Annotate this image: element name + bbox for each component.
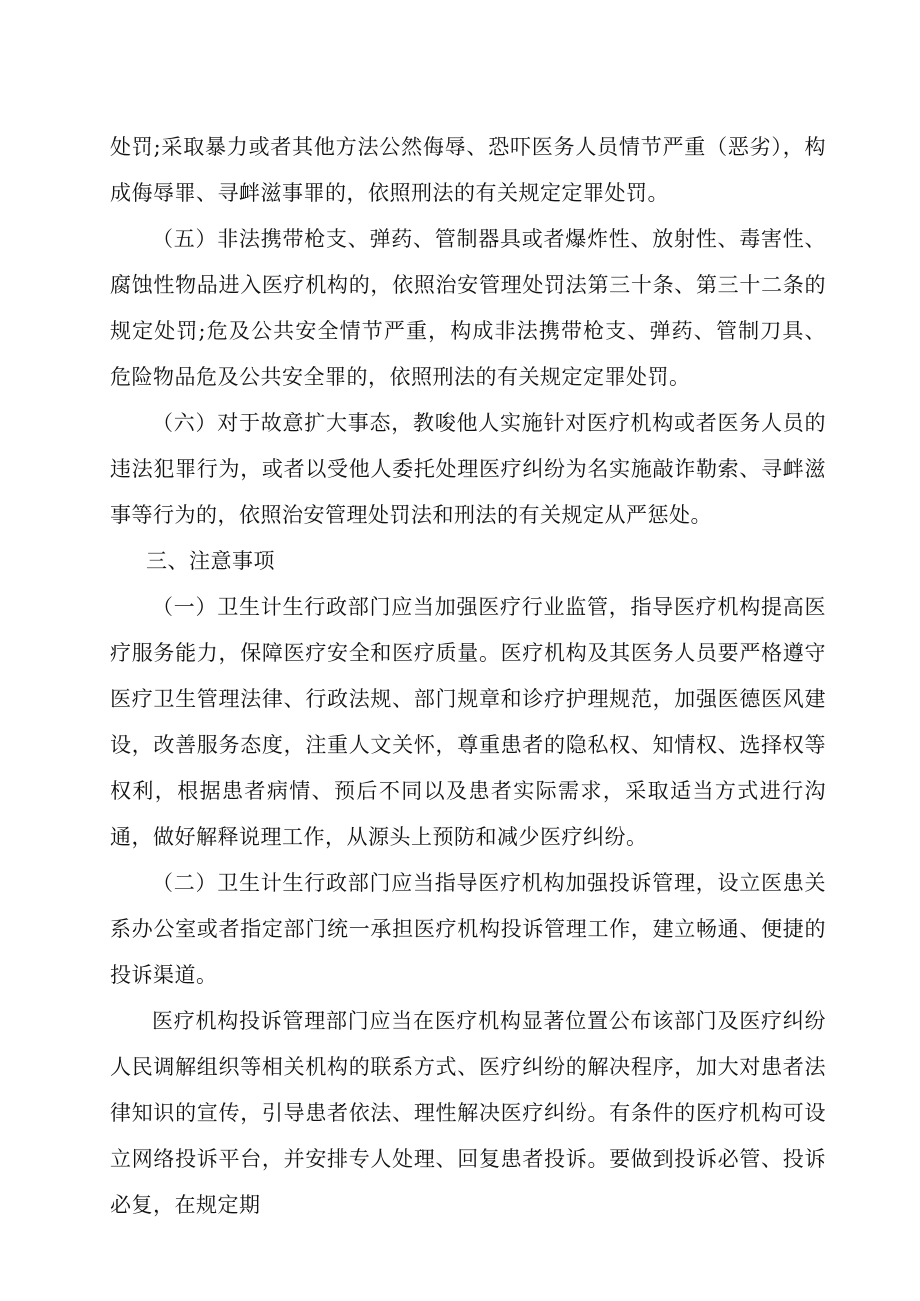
paragraph-notice-3: 医疗机构投诉管理部门应当在医疗机构显著位置公布该部门及医疗纠纷人民调解组织等相关机构的联系方式、医疗纠纷的解决程序，加大对患者法律知识的宣传，引导患者依法、理性解决医疗纠纷。有条件的医疗机构可设立网络投诉平台，并安排专人处理、回复患者投诉。要做到投诉必管、投诉必复，在规定期 [110, 1009, 826, 1217]
paragraph-item-6: （六）对于故意扩大事态，教唆他人实施针对医疗机构或者医务人员的违法犯罪行为，或者以受他人委托处理医疗纠纷为名实施敲诈勒索、寻衅滋事等行为的，依照治安管理处罚法和刑法的有关规定从严惩处。 [110, 411, 826, 527]
section-heading: 三、注意事项 [146, 549, 275, 573]
paragraph-notice-2: （二）卫生计生行政部门应当指导医疗机构加强投诉管理，设立医患关系办公室或者指定部门统一承担医疗机构投诉管理工作，建立畅通、便捷的投诉渠道。 [110, 871, 826, 987]
paragraph-continuation: 处罚;采取暴力或者其他方法公然侮辱、恐吓医务人员情节严重（恶劣），构成侮辱罪、寻衅滋事罪的，依照刑法的有关规定定罪处罚。 [110, 135, 826, 205]
document-page [110, 124, 826, 1228]
paragraph-notice-1: （一）卫生计生行政部门应当加强医疗行业监管，指导医疗机构提高医疗服务能力，保障医疗安全和医疗质量。医疗机构及其医务人员要严格遵守医疗卫生管理法律、行政法规、部门规章和诊疗护理规范，加强医德医风建设，改善服务态度，注重人文关怀，尊重患者的隐私权、知情权、选择权等权利，根据患者病情、预后不同以及患者实际需求，采取适当方式进行沟通，做好解释说理工作，从源头上预防和减少医疗纠纷。 [110, 595, 826, 849]
paragraph-item-5: （五）非法携带枪支、弹药、管制器具或者爆炸性、放射性、毒害性、腐蚀性物品进入医疗机构的，依照治安管理处罚法第三十条、第三十二条的规定处罚;危及公共安全情节严重，构成非法携带枪支、弹药、管制刀具、危险物品危及公共安全罪的，依照刑法的有关规定定罪处罚。 [110, 227, 826, 389]
